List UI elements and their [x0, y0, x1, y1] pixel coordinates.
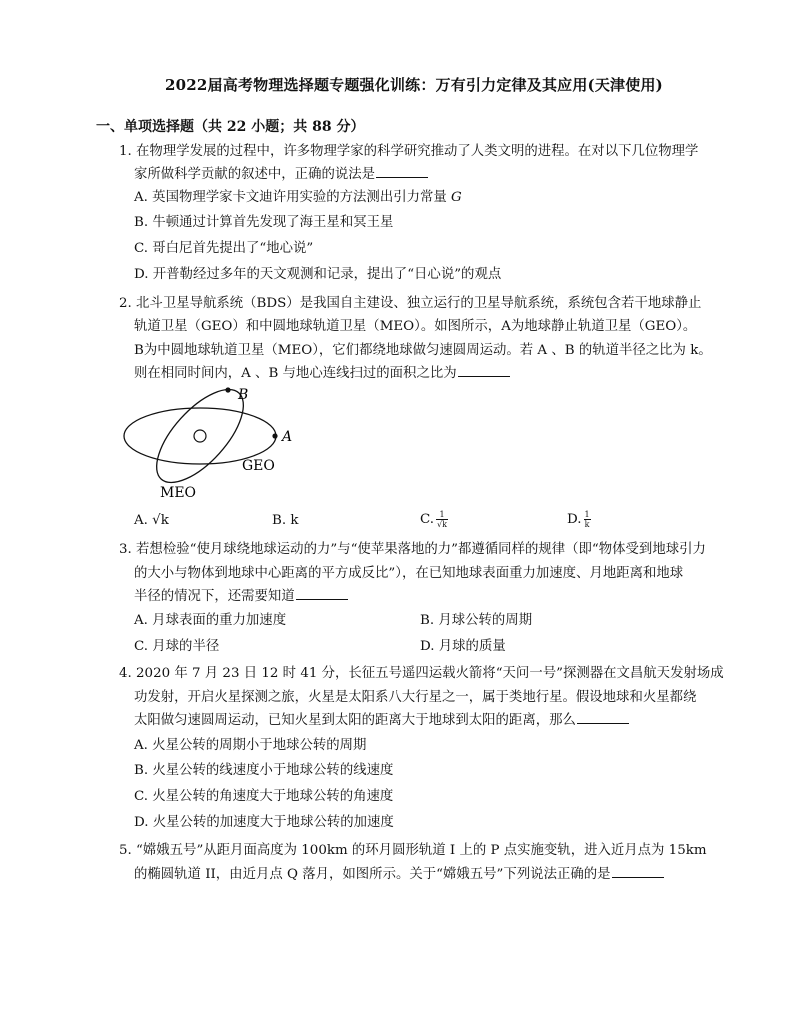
label-a: A	[282, 429, 293, 445]
label-b: B	[238, 387, 249, 403]
q2-stem-line-1: 2. 北斗卫星导航系统（BDS）是我国自主建设、独立运行的卫星导航系统，系统包含若干地球静止	[119, 296, 702, 311]
earth-icon	[194, 430, 206, 442]
q2-option-a: A. √k	[134, 513, 169, 528]
satellite-b-marker	[225, 387, 230, 392]
answer-blank	[458, 375, 510, 377]
q4-option-b: B. 火星公转的线速度小于地球公转的线速度	[134, 763, 394, 778]
q3-option-c: C. 月球的半径	[134, 639, 220, 654]
q3-stem-line-1: 3. 若想检验“使月球绕地球运动的力”与“使苹果落地的力”都遵循同样的规律（即“物体受到地球引力	[119, 542, 706, 557]
q4-option-c: C. 火星公转的角速度大于地球公转的角速度	[134, 789, 394, 804]
orbit-diagram	[118, 380, 308, 500]
q1-option-d: D. 开普勒经过多年的天文观测和记录，提出了“日心说”的观点	[134, 267, 502, 282]
q3-stem-line-3: 半径的情况下，还需要知道	[134, 590, 348, 603]
q4-stem-line-1: 4. 2020 年 7 月 23 日 12 时 41 分，长征五号遥四运载火箭将“天问一号”探测器在文昌航天发射场成	[119, 666, 724, 681]
q5-stem-line-2: 的椭圆轨道 II，由近月点 Q 落月，如图所示。关于“嫦娥五号”下列说法正确的是	[134, 868, 664, 881]
q1-option-c: C. 哥白尼首先提出了“地心说”	[134, 241, 314, 256]
q1-stem-line-2: 家所做科学贡献的叙述中，正确的说法是	[134, 168, 428, 181]
q2-stem-line-4: 则在相同时间内，A 、B 与地心连线扫过的面积之比为	[134, 367, 510, 380]
answer-blank	[376, 176, 428, 178]
page-title: 2022届高考物理选择题专题强化训练：万有引力定律及其应用(天津使用)	[165, 76, 663, 94]
q3-option-a: A. 月球表面的重力加速度	[134, 613, 287, 628]
q5-stem-line-1: 5. “嫦娥五号”从距月面高度为 100km 的环月圆形轨道 I 上的 P 点实施变轨，进入近月点为 15km	[119, 843, 707, 858]
q1-option-a: A. 英国物理学家卡文迪许用实验的方法测出引力常量 G	[134, 190, 462, 205]
q2-stem-line-2: 轨道卫星（GEO）和中圆地球轨道卫星（MEO）。如图所示，A为地球静止轨道卫星（GEO）。	[134, 319, 697, 334]
q4-option-a: A. 火星公转的周期小于地球公转的周期	[134, 738, 367, 753]
q1-option-b: B. 牛顿通过计算首先发现了海王星和冥王星	[134, 215, 394, 230]
q4-stem-line-2: 功发射，开启火星探测之旅，火星是太阳系八大行星之一，属于类地行星。假设地球和火星都绕	[134, 690, 697, 705]
q3-option-d: D. 月球的质量	[420, 639, 506, 654]
q3-stem-line-2: 的大小与物体到地球中心距离的平方成反比”），在已知地球表面重力加速度、月地距离和地球	[134, 566, 684, 581]
satellite-a-marker	[272, 433, 277, 438]
q4-stem-line-3: 太阳做匀速圆周运动，已知火星到太阳的距离大于地球到太阳的距离，那么	[134, 714, 629, 727]
answer-blank	[612, 876, 664, 878]
answer-blank	[296, 598, 348, 600]
q2-stem-line-3: B为中圆地球轨道卫星（MEO），它们都绕地球做匀速圆周运动。若 A 、B 的轨道半径之比为 k。	[134, 343, 712, 358]
q2-option-d: D. $\frac{1}{k}$	[567, 510, 590, 529]
q2-option-b: B. k	[272, 513, 299, 528]
answer-blank	[577, 722, 629, 724]
q4-option-d: D. 火星公转的加速度大于地球公转的加速度	[134, 815, 394, 830]
q1-stem-line-1: 1. 在物理学发展的过程中，许多物理学家的科学研究推动了人类文明的进程。在对以下几位物理学	[119, 144, 699, 159]
section-heading: 一、单项选择题（共 22 小题；共 88 分）	[96, 119, 365, 135]
q3-option-b: B. 月球公转的周期	[420, 613, 533, 628]
q2-option-c: C. $\frac{1}{√k}$	[420, 510, 447, 529]
label-meo: MEO	[160, 485, 197, 500]
label-geo: GEO	[242, 458, 275, 474]
